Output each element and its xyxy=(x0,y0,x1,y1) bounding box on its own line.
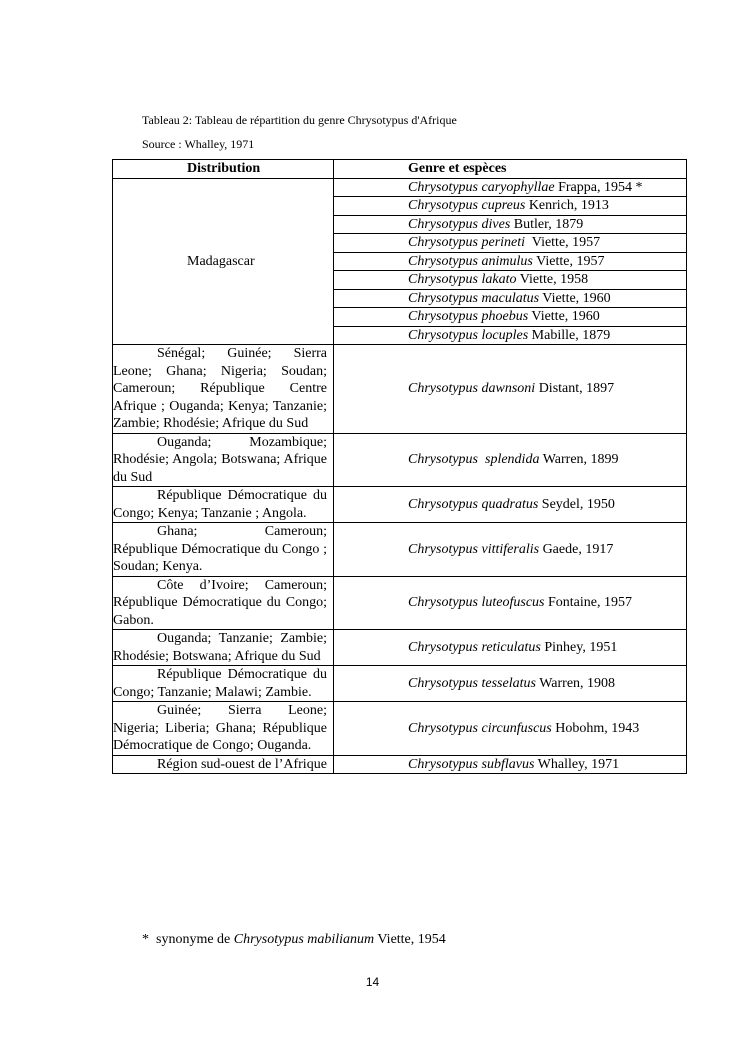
species-name: Chrysotypus subflavus xyxy=(408,756,535,772)
species-name: Chrysotypus dawnsoni xyxy=(408,381,536,396)
distribution-cell xyxy=(113,630,334,666)
species-name: Chrysotypus maculatus xyxy=(408,290,540,306)
species-author: Butler, 1879 xyxy=(510,216,584,232)
species-name: Chrysotypus quadratus xyxy=(408,496,539,512)
species-author: Seydel, 1950 xyxy=(538,496,615,512)
species-cell xyxy=(334,345,687,434)
species-cell xyxy=(334,289,687,308)
table-row xyxy=(113,433,687,487)
species-author: Frappa, 1954 * xyxy=(554,179,643,195)
distribution-cell xyxy=(113,666,334,702)
table-header-row xyxy=(113,160,687,179)
species-cell xyxy=(334,630,687,666)
footnote xyxy=(142,931,446,948)
distribution-table xyxy=(112,159,687,774)
table-row xyxy=(113,345,687,434)
species-cell xyxy=(334,326,687,345)
species-cell xyxy=(334,178,687,197)
distribution-cell-madagascar: Madagascar xyxy=(113,178,334,345)
species-author: Mabille, 1879 xyxy=(528,327,611,343)
species-author: Pinhey, 1951 xyxy=(540,639,618,655)
distribution-text: Ouganda; Mozambique; Rhodésie; Angola; Botswana; Afrique du Sud xyxy=(113,434,327,485)
distribution-text: Ghana; Cameroun; République Démocratique du Congo ; Soudan; Kenya. xyxy=(113,524,327,574)
footnote-prefix: * synonyme de xyxy=(142,932,234,947)
distribution-text: Région sud-ouest de l’Afrique xyxy=(157,756,327,772)
species-cell xyxy=(334,308,687,327)
species-author: Viette, 1960 xyxy=(528,309,600,324)
species-author: Viette, 1957 xyxy=(532,253,605,269)
species-name: Chrysotypus animulus xyxy=(408,253,533,269)
species-author: Viette, 1958 xyxy=(516,272,589,287)
species-author: Whalley, 1971 xyxy=(534,756,620,772)
species-cell xyxy=(334,234,687,253)
species-name: Chrysotypus caryophyllae xyxy=(408,179,555,195)
species-cell xyxy=(334,252,687,271)
species-cell xyxy=(334,487,687,523)
distribution-cell xyxy=(113,576,334,630)
species-cell xyxy=(334,755,687,774)
species-name: Chrysotypus splendida xyxy=(408,452,540,467)
species-cell xyxy=(334,666,687,702)
species-cell xyxy=(334,197,687,216)
species-author: Viette, 1960 xyxy=(539,290,611,306)
table-row xyxy=(113,523,687,577)
footnote-suffix: Viette, 1954 xyxy=(374,932,446,947)
species-name: Chrysotypus luteofuscus xyxy=(408,595,545,610)
table-caption: Tableau 2: Tableau de répartition du genre Chrysotypus d'Afrique xyxy=(142,113,457,127)
species-name: Chrysotypus circunfuscus xyxy=(408,720,552,736)
table-row xyxy=(113,702,687,756)
table-source: Source : Whalley, 1971 xyxy=(142,137,255,151)
species-author: Warren, 1899 xyxy=(539,452,619,467)
distribution-text: Guinée; Sierra Leone; Nigeria; Liberia; Ghana; République Démocratique de Congo; Ouganda. xyxy=(113,703,327,753)
distribution-text: République Démocratique du Congo; Tanzanie; Malawi; Zambie. xyxy=(113,667,327,700)
distribution-text: Sénégal; Guinée; Sierra Leone; Ghana; Nigeria; Soudan; Cameroun; République Centre Afrique ; Ouganda; Kenya; Tanzanie; Zambie; Rhodésie; Afrique du Sud xyxy=(113,346,327,431)
distribution-cell xyxy=(113,755,334,774)
header-species: Genre et espèces xyxy=(334,160,687,179)
distribution-text: République Démocratique du Congo; Kenya; Tanzanie ; Angola. xyxy=(113,488,327,521)
species-author: Viette, 1957 xyxy=(525,235,601,250)
table-row xyxy=(113,755,687,774)
species-name: Chrysotypus dives xyxy=(408,216,511,232)
species-cell xyxy=(334,702,687,756)
species-author: Distant, 1897 xyxy=(535,381,615,396)
species-cell xyxy=(334,523,687,577)
species-name: Chrysotypus lakato xyxy=(408,272,517,287)
distribution-cell xyxy=(113,487,334,523)
species-author: Fontaine, 1957 xyxy=(544,595,632,610)
table-row xyxy=(113,178,687,197)
table-body xyxy=(113,178,687,774)
species-name: Chrysotypus reticulatus xyxy=(408,639,541,655)
species-author: Hobohm, 1943 xyxy=(551,720,640,736)
distribution-text: Côte d’Ivoire; Cameroun; République Démocratique du Congo; Gabon. xyxy=(113,577,327,628)
species-cell xyxy=(334,271,687,290)
species-author: Gaede, 1917 xyxy=(539,541,614,557)
species-author: Kenrich, 1913 xyxy=(525,198,609,213)
species-author: Warren, 1908 xyxy=(535,675,616,691)
page-number: 14 xyxy=(365,975,380,989)
species-name: Chrysotypus phoebus xyxy=(408,309,529,324)
distribution-cell xyxy=(113,433,334,487)
distribution-text: Ouganda; Tanzanie; Zambie; Rhodésie; Botswana; Afrique du Sud xyxy=(113,631,327,664)
distribution-cell xyxy=(113,345,334,434)
table-row xyxy=(113,630,687,666)
distribution-cell xyxy=(113,523,334,577)
species-cell xyxy=(334,576,687,630)
table-row xyxy=(113,487,687,523)
species-name: Chrysotypus cupreus xyxy=(408,198,526,213)
species-name: Chrysotypus vittiferalis xyxy=(408,541,540,557)
distribution-cell xyxy=(113,702,334,756)
species-name: Chrysotypus tesselatus xyxy=(408,675,536,691)
table-row xyxy=(113,576,687,630)
footnote-species-name: Chrysotypus mabilianum xyxy=(233,932,375,947)
table-row xyxy=(113,666,687,702)
species-name: Chrysotypus locuples xyxy=(408,327,529,343)
species-cell xyxy=(334,433,687,487)
species-cell xyxy=(334,215,687,234)
species-name: Chrysotypus perineti xyxy=(408,235,526,250)
header-distribution: Distribution xyxy=(113,160,334,179)
